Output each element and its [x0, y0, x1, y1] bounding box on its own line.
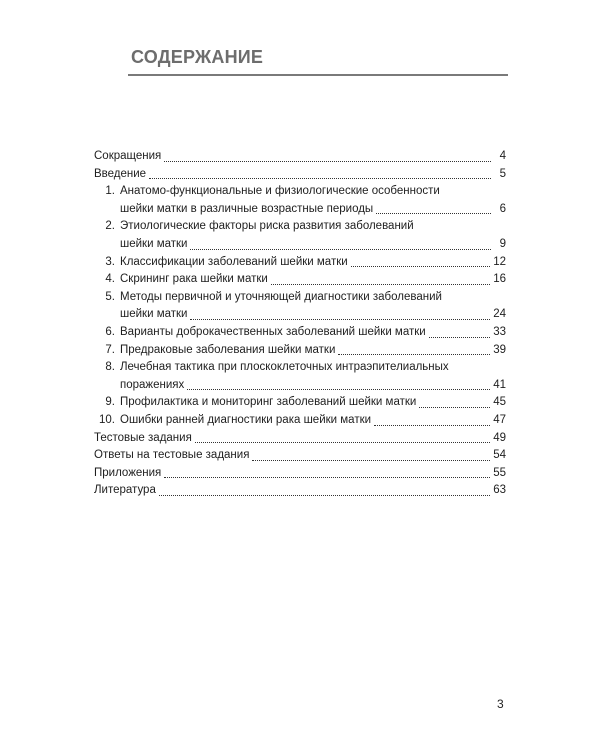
toc-entry-page: 49 [493, 431, 506, 444]
dot-leader [376, 213, 491, 214]
toc-entry-number: 10. [99, 413, 115, 426]
toc-entry[interactable] [94, 482, 506, 500]
dot-leader [252, 460, 490, 461]
table-of-contents [94, 148, 506, 500]
toc-entry-title: Ответы на тестовые задания [94, 449, 250, 462]
toc-entry-page: 63 [493, 484, 506, 497]
toc-entry-page: 5 [499, 167, 506, 180]
toc-entry-title: Введение [94, 167, 147, 180]
toc-entry-page: 47 [493, 413, 506, 426]
page-number: 3 [497, 697, 504, 711]
toc-entry-title: Варианты доброкачественных заболеваний шейки матки [120, 325, 426, 338]
toc-entry-page: 9 [499, 237, 506, 250]
toc-entry[interactable] [94, 271, 506, 289]
toc-entry-number: 2. [105, 220, 115, 233]
dot-leader [419, 407, 490, 408]
dot-leader [187, 389, 490, 390]
title-underline [128, 74, 508, 76]
toc-entry-title: Тестовые задания [94, 431, 192, 444]
toc-entry-page: 33 [493, 325, 506, 338]
toc-entry[interactable] [94, 359, 506, 394]
toc-entry[interactable] [94, 430, 506, 448]
toc-entry-title: Скрининг рака шейки матки [120, 273, 268, 286]
toc-entry-number: 3. [105, 255, 115, 268]
toc-entry-title: Литература [94, 484, 156, 497]
toc-entry-page: 12 [493, 255, 506, 268]
toc-entry-page: 54 [493, 449, 506, 462]
toc-entry-title: Анатомо-функциональные и физиологические особенности [120, 185, 440, 198]
toc-entry[interactable] [94, 412, 506, 430]
toc-entry-page: 39 [493, 343, 506, 356]
toc-entry[interactable] [94, 289, 506, 324]
toc-entry-page: 24 [493, 308, 506, 321]
toc-entry[interactable] [94, 342, 506, 360]
toc-entry-number: 8. [105, 361, 115, 374]
dot-leader [429, 337, 490, 338]
toc-entry[interactable] [94, 254, 506, 272]
toc-entry[interactable] [94, 324, 506, 342]
page-title: СОДЕРЖАНИЕ [131, 47, 264, 67]
dot-leader [164, 477, 490, 478]
toc-entry[interactable] [94, 465, 506, 483]
toc-entry-page: 45 [493, 396, 506, 409]
toc-entry-number: 9. [105, 396, 115, 409]
toc-entry-title: Классификации заболеваний шейки матки [120, 255, 348, 268]
toc-entry-title: Предраковые заболевания шейки матки [120, 343, 336, 356]
toc-entry-title: Ошибки ранней диагностики рака шейки матки [120, 413, 372, 426]
dot-leader [190, 319, 490, 320]
toc-entry-page: 41 [493, 378, 506, 391]
toc-entry-number: 6. [105, 325, 115, 338]
toc-entry-title: Сокращения [94, 150, 162, 162]
toc-entry-title: шейки матки [120, 237, 188, 250]
dot-leader [164, 161, 491, 162]
dot-leader [149, 178, 491, 179]
toc-entry-title: шейки матки в различные возрастные периоды [120, 202, 374, 215]
toc-entry-page: 16 [493, 273, 506, 286]
toc-entry[interactable] [94, 183, 506, 218]
toc-entry-title: Лечебная тактика при плоскоклеточных интраэпителиальных [120, 361, 449, 374]
toc-entry-title: Этиологические факторы риска развития заболеваний [120, 220, 414, 233]
dot-leader [190, 249, 491, 250]
toc-entry-title: поражениях [120, 378, 185, 391]
toc-entry[interactable] [94, 166, 506, 184]
toc-entry-title: шейки матки [120, 308, 188, 321]
toc-entry-number: 5. [105, 290, 115, 303]
dot-leader [271, 284, 490, 285]
toc-entry-page: 6 [499, 202, 506, 215]
toc-entry-title: Методы первичной и уточняющей диагностики заболеваний [120, 290, 442, 303]
toc-entry-number: 7. [105, 343, 115, 356]
toc-entry-page: 55 [493, 466, 506, 479]
toc-entry[interactable] [94, 218, 506, 253]
toc-entry-page: 4 [499, 150, 506, 162]
dot-leader [374, 425, 490, 426]
toc-entry-number: 1. [105, 185, 115, 198]
toc-entry-title: Профилактика и мониторинг заболеваний шейки матки [120, 396, 417, 409]
toc-entry-number: 4. [105, 273, 115, 286]
toc-entry[interactable] [94, 148, 506, 166]
dot-leader [351, 266, 491, 267]
dot-leader [195, 442, 490, 443]
dot-leader [338, 354, 490, 355]
toc-entry[interactable] [94, 447, 506, 465]
toc-entry-title: Приложения [94, 466, 162, 479]
toc-entry[interactable] [94, 394, 506, 412]
dot-leader [159, 495, 490, 496]
